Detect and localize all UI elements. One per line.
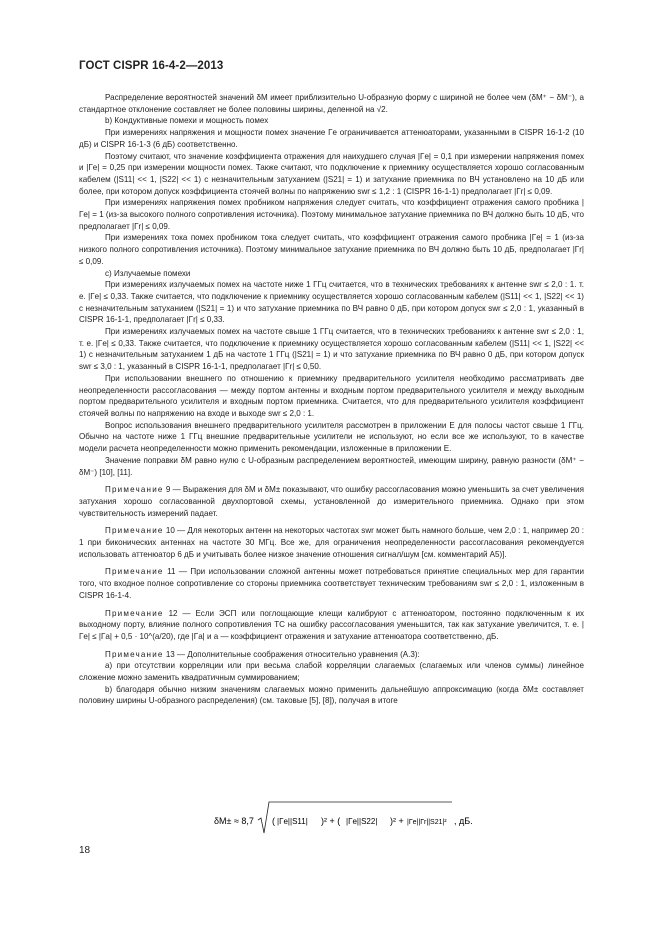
paragraph: При использовании внешнего по отношению к приемнику предварительного усилителя необходимо рассматривать две неопределенности рассогласования — между портом антенны и входным портом предварительного усилителя и между выходным портом предварительного усилителя и входным портом приемника. Считается, что для предварительного усилителя коэффициент стоячей волны по напряжению на входе и выходе swr ≤ 2,0 : 1. (79, 373, 584, 418)
list-item: b) благодаря обычно низким значениям слагаемых можно применить дальнейшую аппроксимацию (когда δM± составляет половину ширины U-образного распределения) (см. таковые [5], [8]), получая в итоге (79, 684, 584, 706)
formula-term-2: |Γe||S22| (346, 817, 378, 826)
note (79, 484, 584, 519)
note-text: 11 — При использовании сложной антенны может потребоваться принятие специальных мер для гарантии того, что входное полное сопротивление со стороны приемника соответствует техническим требованиям swr ≤ 2,0 : 1, изложенным в CISPR 16-1-4. (79, 567, 584, 600)
paragraph: c) Излучаемые помехи (105, 268, 191, 278)
paragraph: При измерениях тока помех пробником тока следует считать, что коэффициент отражения самого пробника |Γe| = 1 (из-за низкого полного сопротивления источника). Поэтому минимальное затухание приемника по ВЧ должно быть 10 дБ, предполагает |Γr| ≤ 0,09. (79, 233, 584, 266)
formula-term-1: |Γe||S11| (277, 817, 308, 826)
note-text: 12 — Если ЭСП или поглощающие клещи калибруют с аттенюатором, постоянно подключенным к их выходному порту, влияние полного сопротивления ТС на ошибку рассогласования уменьшится, так как затухание увеличится, т. е. |Γe| ≤ |Γa| + 0,5 · 10^(a/20), где |Γa| и a — коэффициент отражения и затухание аттенюатора соответственно, дБ. (79, 608, 584, 641)
formula-plus: )² + ( (321, 816, 341, 826)
note (79, 649, 584, 661)
paragraph: При измерениях напряжения помех пробником напряжения следует считать, что коэффициент отражения самого пробника |Γe| = 1 (из-за высокого полного сопротивления источника). Поэтому минимальное затухание приемника по ВЧ должно быть 10 дБ, что предполагает |Γr| ≤ 0,09. (79, 198, 584, 231)
paragraph: При измерениях напряжения и мощности помех значение Γe ограничивается аттенюаторами, указанными в CISPR 16-1-2 (10 дБ) и CISPR 16-1-3 (6 дБ) соответственно. (79, 128, 584, 149)
paragraph: При измерениях излучаемых помех на частоте ниже 1 ГГц считается, что в технических требованиях к антенне swr ≤ 2,0 : 1. т. е. |Γe| ≤ 0,33. Также считается, что подключение к приемнику осуществляется хорошо согласованным кабелем (|S11| << 1, |S22| << 1) с незначительным затуханием (|S21| = 1) и что затухание приемника по ВЧ равно 0 дБ, при котором допуск swr ≤ 2,0 : 1, указанный в CISPR 16-1-1, предполагает |Γr| ≤ 0,33. (79, 280, 584, 325)
list-item: a) при отсутствии корреляции или при весьма слабой корреляции слагаемых (слагаемых или членов суммы) линейное сложение можно заменить квадратичным суммированием; (79, 661, 584, 683)
paragraph: b) Кондуктивные помехи и мощность помех (105, 116, 269, 126)
formula (214, 800, 514, 840)
paragraph: Распределение вероятностей значений δM имеет приблизительно U-образную форму с шириной не более чем (δM⁺ − δM⁻), а стандартное отклонение составляет не более половины ширины, деленной на √2. (79, 93, 584, 114)
paragraph: Значение поправки δM равно нулю с U-образным распределением вероятностей, имеющим ширину, равную разности (δM⁺ − δM⁻) [10], [11]. (79, 455, 584, 477)
formula-term-3: |Γe||Γr||S21|² (407, 819, 447, 826)
formula-plus-2: )² + (390, 816, 404, 826)
note-label: Примечание (105, 649, 164, 659)
note-label: Примечание (105, 485, 164, 495)
document-body (79, 92, 584, 707)
note (79, 566, 584, 601)
paragraph: При измерениях излучаемых помех на частоте свыше 1 ГГц считается, что в технических требованиях к антенне swr ≤ 2,0 : 1, т. е. |Γe| ≤ 0,33. Также считается, что подключение к приемнику осуществляется хорошо согласованным кабелем (|S11| << 1, |S22| << 1) с незначительным затуханием 1 дБ на частоте 1 ГГц (|S21| = 1) и что затухание приемника по ВЧ равно 0 дБ, при котором допуск swr ≤ 3,0 : 1, указанный в CISPR 16-1-1, предполагает |Γr| ≤ 0,50. (79, 327, 584, 372)
note (79, 525, 584, 560)
note-label: Примечание (105, 567, 164, 577)
page-number: 18 (79, 845, 91, 856)
paragraph: Вопрос использования внешнего предварительного усилителя рассмотрен в приложении E для полосы частот свыше 1 ГГц. Обычно на частоте ниже 1 ГГц внешние предварительные усилители не используют, но если все же используют, то в качестве модели расчета неопределенности можно применить рекомендации, изложенные в приложении E. (79, 420, 584, 454)
note-label: Примечание (105, 526, 164, 536)
note-text: 13 — Дополнительные соображения относительно уравнения (A.3): (165, 649, 420, 659)
note-text: 10 — Для некоторых антенн на некоторых частотах swr может быть намного больше, чем 2,0 : 1, например 20 : 1 при биконических антеннах на частоте 30 МГц. Все же, для ограничения неопределенности рассогласования рекомендуется использовать аттенюатор 6 дБ и учитывать более низкое значение отношения сигнал/шум [см. комментарий A5)]. (79, 526, 584, 559)
paragraph: Поэтому считают, что значение коэффициента отражения для наихудшего случая |Γe| = 0,1 при измерении напряжения помех и |Γe| = 0,25 при измерении мощности помех. Также считают, что подключение к приемнику осуществляется хорошо согласованным кабелем (|S11| << 1, |S22| << 1) с незначительным затуханием (|S21| = 1) и затухание приемника по ВЧ установлено на 10 дБ или более, при котором допуск коэффициента стоячей волны по напряжению swr ≤ 1,2 : 1 (CISPR 16-1-1) предполагает |Γr| ≤ 0,09. (79, 151, 584, 196)
note-text: 9 — Выражения для δM и δM± показывают, что ошибку рассогласования можно уменьшить за счет увеличения затухания хорошо согласованной двухпортовой схемы, установленной до измерительного приемника. Однако при этом чувствительность измерений падает. (79, 485, 584, 518)
document-header: ГОСТ CISPR 16-4-2—2013 (79, 60, 224, 72)
formula-lhs: δM± ≈ 8,7 (214, 816, 254, 826)
note (79, 608, 584, 643)
formula-unit: , дБ. (454, 816, 473, 826)
note-label: Примечание (105, 608, 164, 618)
formula-open-paren: ( (272, 816, 275, 826)
